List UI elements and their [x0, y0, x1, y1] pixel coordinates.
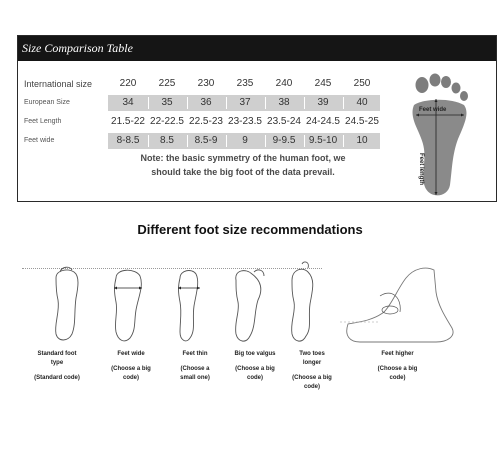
foot-type-long-toes [282, 350, 342, 392]
foot-type-name: Standard foot [37, 351, 77, 357]
table-row-international [24, 76, 386, 92]
foot-type-advice: (Choose a big code) [111, 366, 151, 381]
table-cell: 8.5-9 [186, 133, 226, 149]
wide-foot-icon [114, 270, 142, 341]
foot-measurement-diagram [388, 63, 488, 203]
table-cell: 22-22.5 [150, 116, 184, 127]
card-header [18, 36, 496, 61]
table-cell: 24-24.5 [306, 116, 340, 127]
table-cell: 250 [353, 78, 371, 89]
foot-type-advice: (Choose a big code) [235, 366, 275, 381]
table-cell: 10 [342, 133, 382, 149]
foot-type-name: type [50, 360, 64, 366]
table-cell: 22.5-23 [189, 116, 223, 127]
table-cell: 9-9.5 [264, 133, 304, 149]
foot-type-name: Big toe valgus [234, 351, 276, 357]
row-label: Feet wide [24, 137, 55, 144]
table-cell: 38 [264, 95, 304, 111]
foot-type-name: Feet wide [117, 351, 145, 357]
size-comparison-card [17, 35, 497, 202]
foot-type-wide [101, 350, 161, 383]
size-note [113, 151, 373, 179]
foot-type-thin [165, 350, 225, 383]
standard-foot-icon [56, 267, 78, 340]
feet-length-label: Feet length [418, 153, 424, 186]
table-cell: 225 [158, 78, 176, 89]
feet-wide-label: Feet wide [419, 107, 447, 113]
recommendations-heading: Different foot size recommendations [137, 222, 363, 237]
foot-types-illustration [40, 258, 330, 348]
table-cell: 230 [197, 78, 215, 89]
note-line: should take the big foot of the data prevail. [151, 167, 335, 177]
table-cell: 21.5-22 [111, 116, 145, 127]
table-cell: 40 [342, 95, 382, 111]
row-label: European Size [24, 99, 70, 106]
table-row-length [24, 114, 386, 130]
table-row-european [24, 95, 386, 111]
high-instep-foot-icon [340, 262, 465, 347]
foot-type-name: Feet higher [381, 351, 414, 357]
foot-type-advice: (Standard code) [34, 375, 80, 381]
foot-type-advice: (Choose a small one) [180, 366, 210, 381]
foot-type-name: longer [302, 360, 322, 366]
table-cell: 245 [314, 78, 332, 89]
table-cell: 23.5-24 [267, 116, 301, 127]
table-cell: 23-23.5 [228, 116, 262, 127]
foot-type-advice: (Choose a big code) [292, 375, 332, 390]
card-title: Size Comparison Table [22, 41, 133, 55]
foot-type-name: Feet thin [182, 351, 208, 357]
row-label: International size [24, 79, 93, 89]
table-cell: 34 [108, 95, 148, 111]
thin-foot-icon [178, 271, 200, 341]
foot-type-standard [27, 350, 87, 383]
footprint-icon [388, 63, 488, 203]
foot-type-advice: (Choose a big code) [377, 366, 418, 381]
long-toes-foot-icon [292, 262, 313, 341]
table-cell: 36 [186, 95, 226, 111]
foot-type-name: Two toes [299, 351, 325, 357]
table-cell: 8-8.5 [108, 133, 148, 149]
row-label: Feet Length [24, 118, 62, 125]
table-cell: 9.5-10 [303, 133, 343, 149]
table-cell: 9 [225, 133, 265, 149]
table-cell: 220 [119, 78, 137, 89]
table-cell: 37 [225, 95, 265, 111]
note-line: Note: the basic symmetry of the human foot, we [140, 153, 346, 163]
table-cell: 39 [303, 95, 343, 111]
table-cell: 235 [236, 78, 254, 89]
foot-type-high-instep [350, 350, 445, 383]
valgus-foot-icon [236, 270, 264, 341]
foot-type-valgus [225, 350, 285, 383]
table-cell: 35 [147, 95, 187, 111]
table-row-width [24, 133, 386, 149]
table-cell: 24.5-25 [345, 116, 379, 127]
table-cell: 240 [275, 78, 293, 89]
table-cell: 8.5 [147, 133, 187, 149]
